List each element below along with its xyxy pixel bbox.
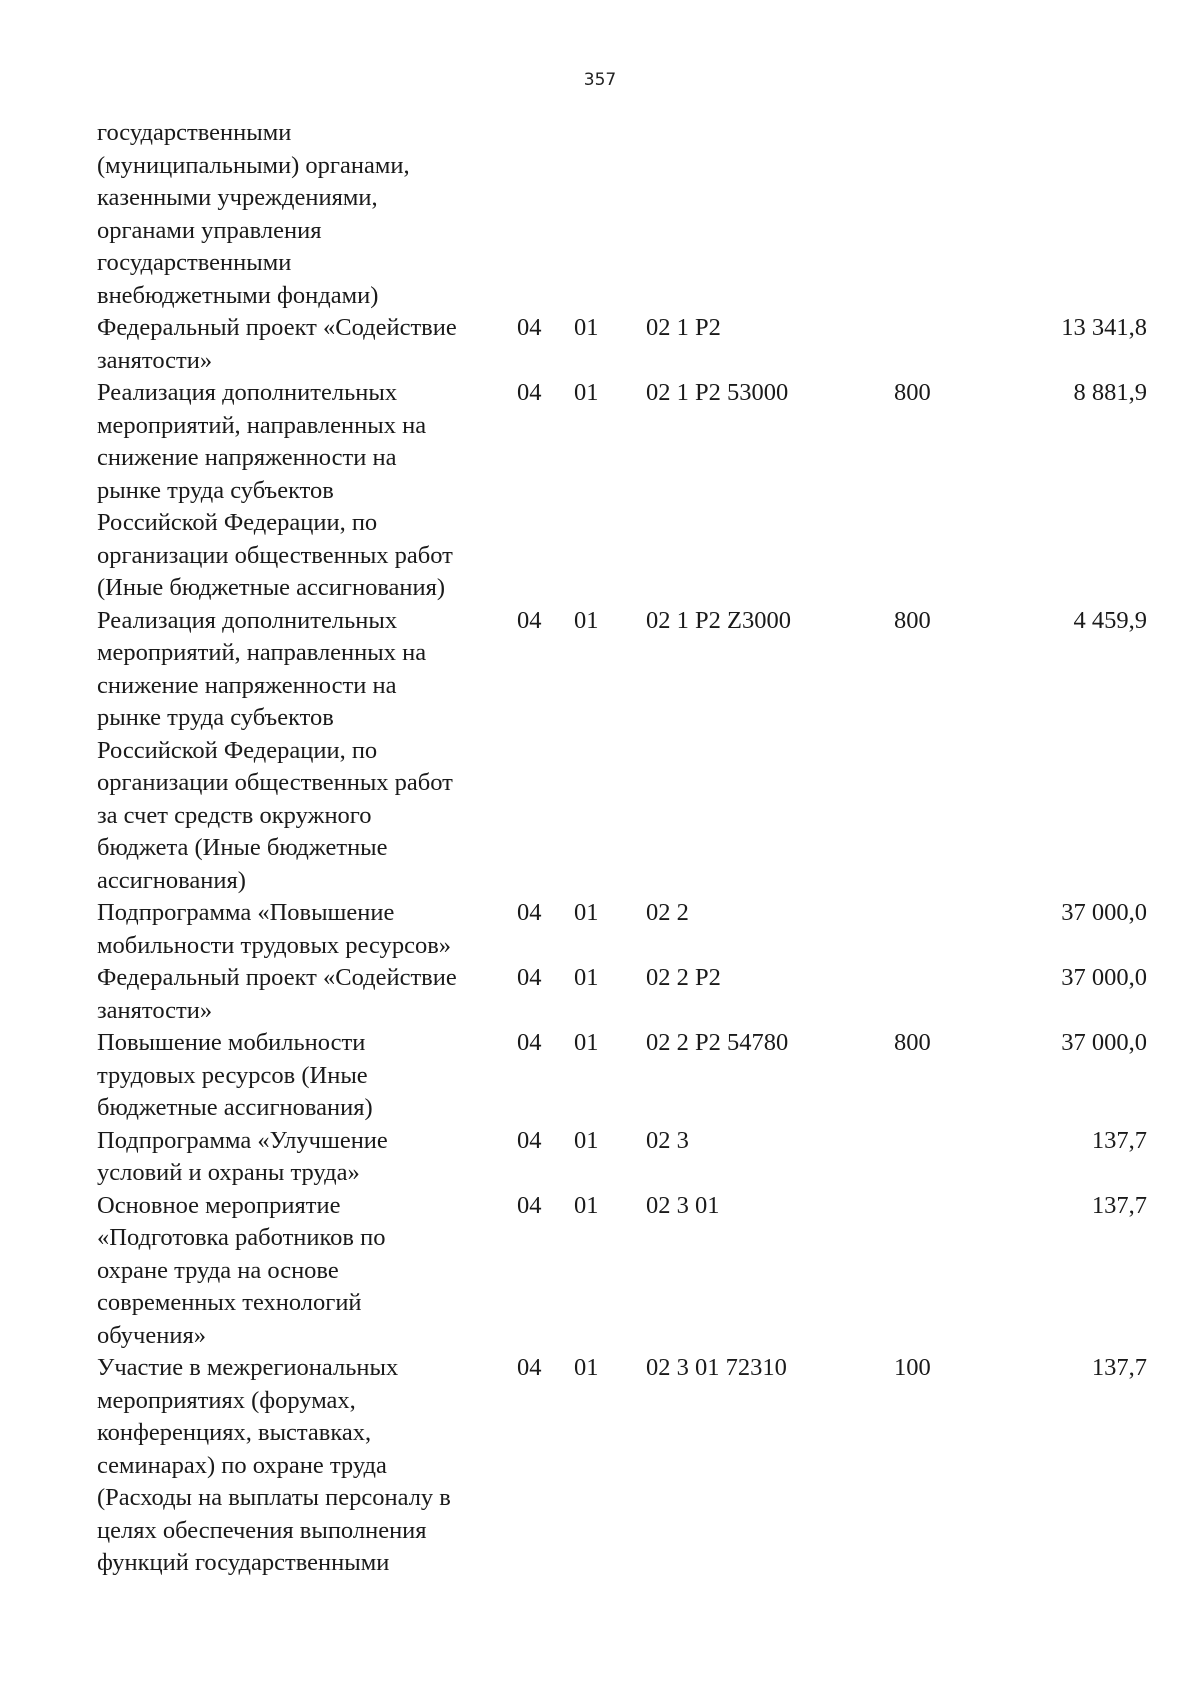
item-name-line: Федеральный проект «Содействие — [97, 964, 457, 991]
table-row — [97, 117, 1147, 312]
item-name-line: Повышение мобильности — [97, 1029, 366, 1056]
subsection-code: 01 — [574, 1029, 599, 1056]
item-name-line: Основное мероприятие — [97, 1191, 341, 1219]
table-row — [97, 897, 1147, 962]
item-name-line: обучения» — [97, 1321, 206, 1349]
section-code: 04 — [517, 314, 542, 341]
budget-table — [97, 117, 1147, 1580]
table-row — [97, 1027, 1147, 1125]
section-code: 04 — [517, 1126, 542, 1154]
item-name-line: бюджетные ассигнования) — [97, 1094, 373, 1121]
section-code: 04 — [517, 1029, 542, 1056]
target-article-code: 02 1 P2 Z3000 — [646, 606, 791, 634]
section-code: 04 — [517, 1191, 542, 1219]
amount: 37 000,0 — [1061, 899, 1147, 926]
target-article-code: 02 2 P2 54780 — [646, 1029, 789, 1056]
amount: 8 881,9 — [1073, 379, 1147, 406]
item-name-line: за счет средств окружного — [97, 801, 372, 829]
amount: 137,7 — [1091, 1126, 1147, 1154]
item-name-line: органами управления — [97, 216, 322, 244]
item-name-line: мобильности трудовых ресурсов» — [97, 931, 452, 959]
item-name — [97, 117, 517, 312]
subsection-code: 01 — [574, 964, 599, 991]
section-code: 04 — [517, 606, 542, 634]
item-name — [97, 377, 517, 605]
item-name-line: Участие в межрегиональных — [97, 1354, 399, 1381]
amount: 137,7 — [1091, 1354, 1147, 1381]
item-name-line: рынке труда субъектов — [97, 704, 334, 731]
subsection-code: 01 — [574, 899, 599, 926]
subsection-code: 01 — [574, 1354, 599, 1381]
item-name — [97, 897, 517, 962]
item-name-line: (Расходы на выплаты персоналу в — [97, 1484, 451, 1511]
item-name-line: Подпрограмма «Улучшение — [97, 1126, 388, 1154]
section-code: 04 — [517, 1354, 542, 1381]
item-name-line: занятости» — [97, 346, 213, 374]
amount: 4 459,9 — [1073, 606, 1147, 634]
item-name-line: Российской Федерации, по — [97, 509, 378, 536]
item-name-line: снижение напряженности на — [97, 444, 397, 471]
table-row — [97, 962, 1147, 1027]
item-name — [97, 962, 517, 1027]
item-name-line: государственными — [97, 119, 292, 146]
expense-type-code: 100 — [894, 1354, 931, 1381]
subsection-code: 01 — [574, 379, 599, 406]
subsection-code: 01 — [574, 606, 599, 634]
subsection-code: 01 — [574, 1191, 599, 1219]
item-name — [97, 1027, 517, 1125]
target-article-code: 02 1 P2 — [646, 314, 721, 341]
item-name-line: рынке труда субъектов — [97, 476, 334, 504]
table-row — [97, 1190, 1147, 1353]
table-row — [97, 377, 1147, 605]
item-name — [97, 605, 517, 898]
table-row — [97, 1125, 1147, 1190]
item-name — [97, 1352, 517, 1580]
item-name — [97, 1190, 517, 1353]
section-code: 04 — [517, 899, 542, 926]
target-article-code: 02 2 P2 — [646, 964, 721, 991]
item-name-line: «Подготовка работников по — [97, 1224, 386, 1251]
item-name — [97, 1125, 517, 1190]
item-name-line: снижение напряженности на — [97, 671, 397, 699]
target-article-code: 02 3 — [646, 1126, 689, 1154]
item-name-line: Российской Федерации, по — [97, 736, 378, 764]
item-name-line: Реализация дополнительных — [97, 379, 398, 406]
item-name-line: Реализация дополнительных — [97, 606, 398, 634]
table-row — [97, 1352, 1147, 1580]
section-code: 04 — [517, 379, 542, 406]
item-name-line: целях обеспечения выполнения — [97, 1516, 427, 1544]
amount: 13 341,8 — [1061, 314, 1147, 341]
item-name-line: Федеральный проект «Содействие — [97, 314, 457, 341]
amount: 137,7 — [1091, 1191, 1147, 1219]
item-name-line: казенными учреждениями, — [97, 184, 378, 211]
expense-type-code: 800 — [894, 1029, 931, 1056]
item-name-line: семинарах) по охране труда — [97, 1451, 387, 1479]
item-name — [97, 312, 517, 377]
item-name-line: мероприятий, направленных на — [97, 639, 427, 666]
item-name-line: конференциях, выставках, — [97, 1419, 372, 1446]
expense-type-code: 800 — [894, 379, 931, 406]
item-name-line: мероприятиях (форумах, — [97, 1386, 356, 1414]
item-name-line: современных технологий — [97, 1289, 362, 1316]
section-code: 04 — [517, 964, 542, 991]
item-name-line: организации общественных работ — [97, 769, 453, 796]
item-name-line: бюджета (Иные бюджетные — [97, 834, 388, 861]
amount: 37 000,0 — [1061, 1029, 1147, 1056]
item-name-line: условий и охраны труда» — [97, 1159, 360, 1186]
item-name-line: охране труда на основе — [97, 1256, 339, 1284]
target-article-code: 02 1 P2 53000 — [646, 379, 789, 406]
item-name-line: (Иные бюджетные ассигнования) — [97, 574, 446, 601]
item-name-line: организации общественных работ — [97, 541, 453, 569]
subsection-code: 01 — [574, 1126, 599, 1154]
item-name-line: (муниципальными) органами, — [97, 151, 410, 179]
item-name-line: ассигнования) — [97, 866, 246, 894]
table-row — [97, 312, 1147, 377]
item-name-line: Подпрограмма «Повышение — [97, 899, 395, 926]
expense-type-code: 800 — [894, 606, 931, 634]
item-name-line: внебюджетными фондами) — [97, 281, 379, 309]
amount: 37 000,0 — [1061, 964, 1147, 991]
target-article-code: 02 2 — [646, 899, 689, 926]
subsection-code: 01 — [574, 314, 599, 341]
item-name-line: государственными — [97, 249, 292, 276]
item-name-line: занятости» — [97, 996, 213, 1024]
item-name-line: трудовых ресурсов (Иные — [97, 1061, 368, 1089]
item-name-line: функций государственными — [97, 1549, 390, 1576]
item-name-line: мероприятий, направленных на — [97, 411, 427, 439]
target-article-code: 02 3 01 — [646, 1191, 720, 1219]
target-article-code: 02 3 01 72310 — [646, 1354, 787, 1381]
page-number: 357 — [583, 70, 617, 90]
table-row — [97, 605, 1147, 898]
